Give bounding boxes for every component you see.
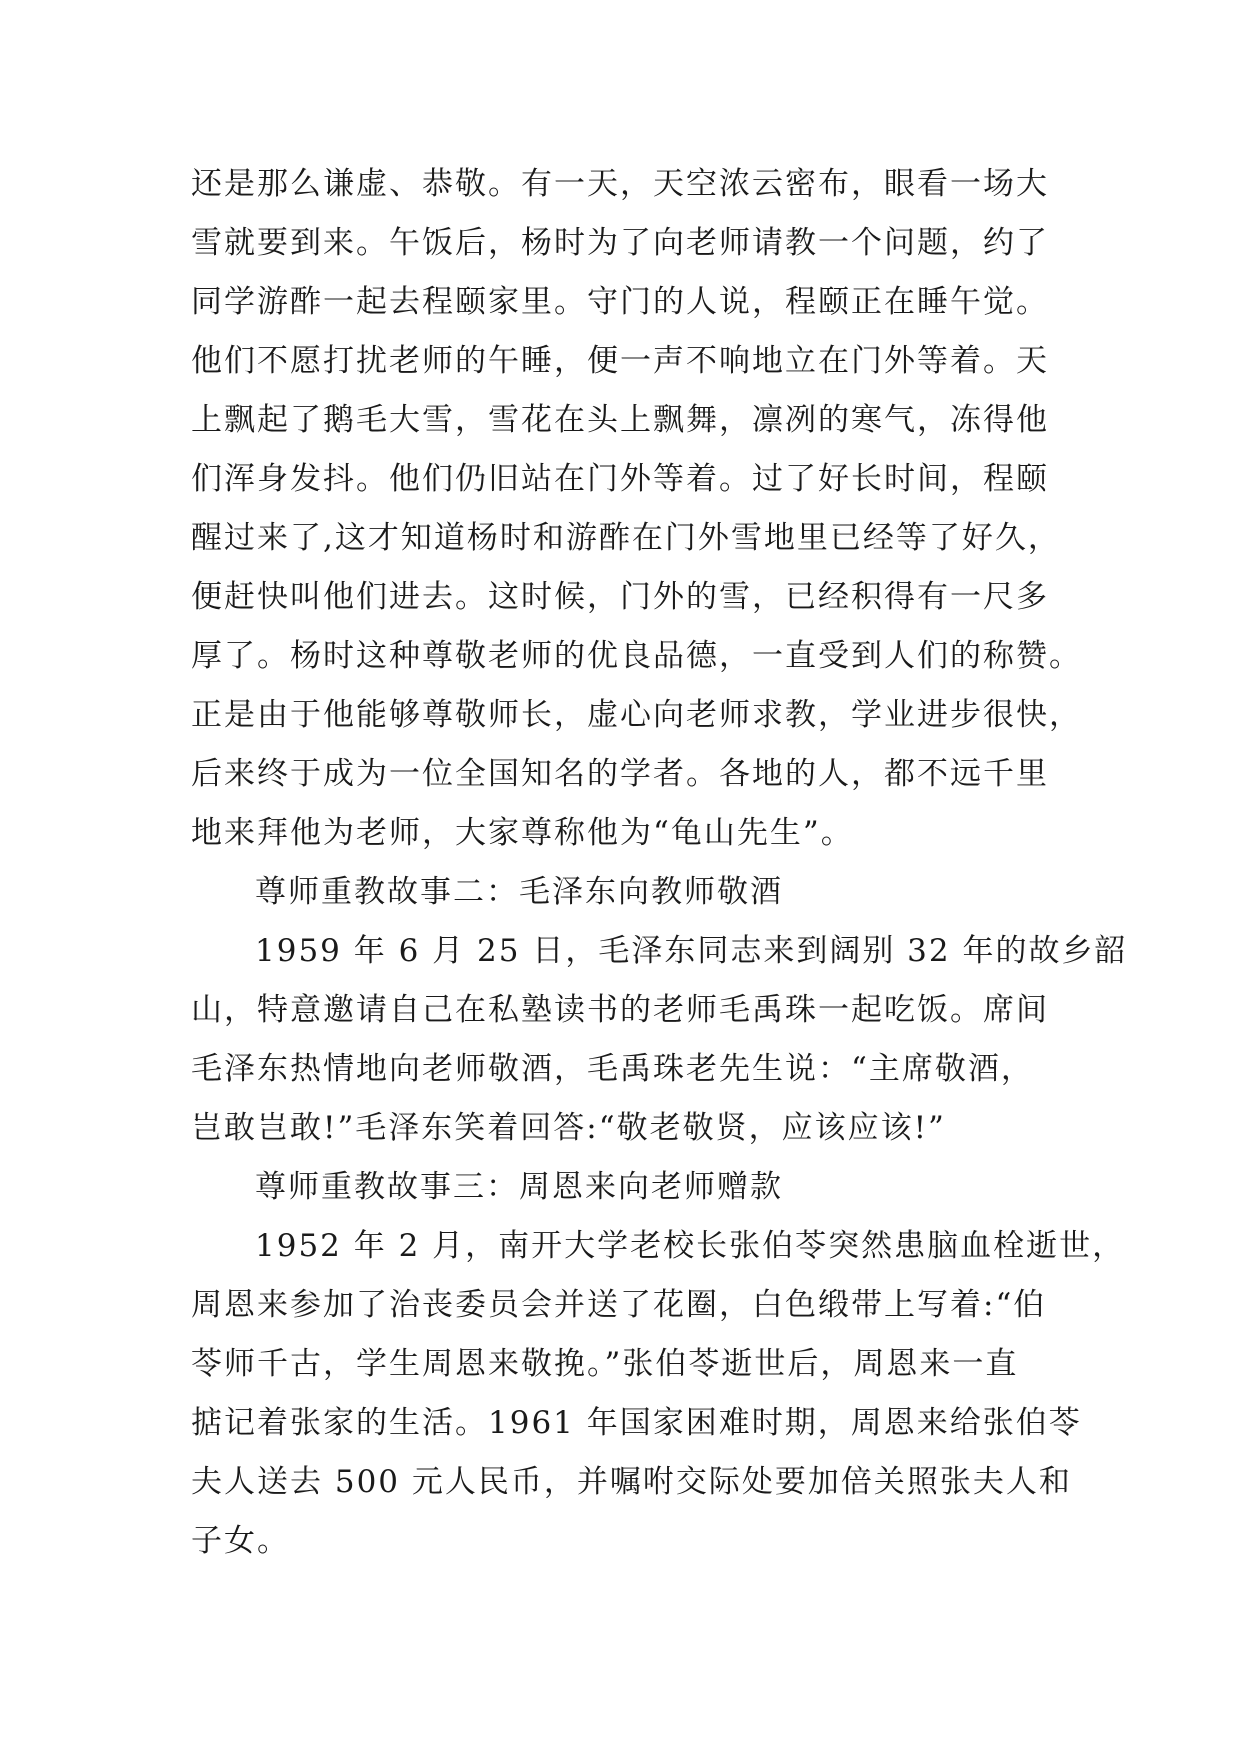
text-line: 正是由于他能够尊敬师长，虚心向老师求教，学业进步很快， [191,697,1082,733]
text-line: 同学游酢一起去程颐家里。守门的人说，程颐正在睡午觉。 [191,284,1049,320]
text-line: 山，特意邀请自己在私塾读书的老师毛禹珠一起吃饭。席间 [191,992,1049,1028]
paragraph-first-line: 1959 年 6 月 25 日，毛泽东同志来到阔别 32 年的故乡韶 [255,933,1128,969]
text-line: 子女。 [191,1523,290,1559]
text-line: 雪就要到来。午饭后，杨时为了向老师请教一个问题，约了 [191,225,1049,261]
paragraph-first-line: 1952 年 2 月，南开大学老校长张伯苓突然患脑血栓逝世， [255,1228,1126,1264]
section-heading-story-two: 尊师重教故事二：毛泽东向教师敬酒 [255,874,783,910]
text-line: 后来终于成为一位全国知名的学者。各地的人，都不远千里 [191,756,1049,792]
text-line: 毛泽东热情地向老师敬酒，毛禹珠老先生说：“主席敬酒， [191,1051,1034,1087]
text-line: 周恩来参加了治丧委员会并送了花圈，白色缎带上写着:“伯 [191,1287,1047,1323]
text-line: 醒过来了,这才知道杨时和游酢在门外雪地里已经等了好久， [191,520,1061,556]
text-line: 厚了。杨时这种尊敬老师的优良品德，一直受到人们的称赞。 [191,638,1082,674]
text-line: 上飘起了鹅毛大雪，雪花在头上飘舞，凛冽的寒气，冻得他 [191,402,1049,438]
text-line: 岂敢岂敢!”毛泽东笑着回答:“敬老敬贤，应该应该!” [191,1110,946,1146]
section-heading-story-three: 尊师重教故事三：周恩来向老师赠款 [255,1169,783,1205]
text-line: 地来拜他为老师，大家尊称他为“龟山先生”。 [191,815,854,851]
text-line: 苓师千古，学生周恩来敬挽。”张伯苓逝世后，周恩来一直 [191,1346,1019,1382]
text-line: 掂记着张家的生活。1961 年国家困难时期，周恩来给张伯苓 [191,1405,1082,1441]
text-line: 他们不愿打扰老师的午睡，便一声不响地立在门外等着。天 [191,343,1049,379]
text-line: 们浑身发抖。他们仍旧站在门外等着。过了好长时间，程颐 [191,461,1049,497]
text-line: 还是那么谦虚、恭敬。有一天，天空浓云密布，眼看一场大 [191,166,1049,202]
text-line: 便赶快叫他们进去。这时候，门外的雪，已经积得有一尺多 [191,579,1049,615]
body-text [191,155,1128,1571]
text-line: 夫人送去 500 元人民币，并嘱咐交际处要加倍关照张夫人和 [191,1464,1072,1500]
